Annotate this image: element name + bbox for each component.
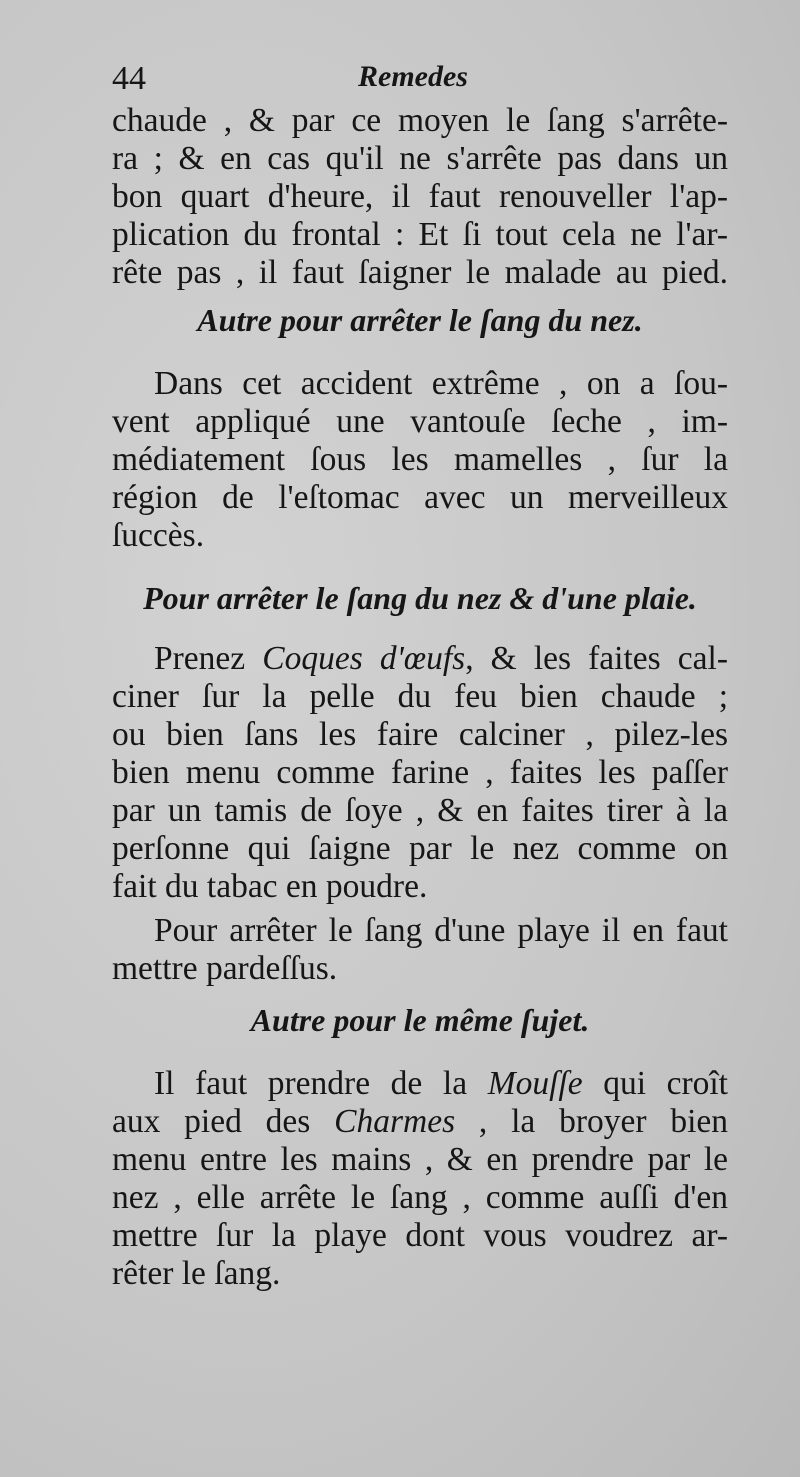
text-line: médiatement ſous les mamelles , ſur la [112, 441, 728, 478]
text-line: ou bien ſans les faire calciner , pilez-les [112, 716, 728, 753]
text-line: vent appliqué une vantouſe ſeche , im- [112, 403, 728, 440]
text-line [112, 640, 728, 678]
section-heading: Autre pour le même ſujet. [250, 1002, 590, 1038]
text-line: plication du frontal : Et ſi tout cela ne l'ar- [112, 216, 728, 253]
text-line: mettre ſur la playe dont vous voudrez ar- [112, 1217, 728, 1254]
italic-term: Mouſſe [487, 1065, 583, 1102]
page-header [112, 60, 732, 104]
text-line: bien menu comme farine , faites les paſſer [112, 754, 728, 791]
text-line: mettre pardeſſus. [112, 950, 338, 987]
text-line: ſuccès. [112, 517, 205, 554]
text-line: région de l'eſtomac avec un merveilleux [112, 479, 728, 516]
text-line [112, 1065, 728, 1103]
text-line: rête pas , il faut ſaigner le malade au pied. [112, 254, 728, 291]
text-line: chaude , & par ce moyen le ſang s'arrête- [112, 102, 728, 139]
paragraph-5 [112, 1065, 728, 1293]
text-line: par un tamis de ſoye , & en faites tirer à la [112, 792, 728, 829]
paragraph-1 [112, 102, 728, 292]
text-run: , & les faites cal- [465, 640, 728, 677]
text-line: bon quart d'heure, il faut renouveller l'ap- [112, 178, 728, 215]
text-line: perſonne qui ſaigne par le nez comme on [112, 830, 728, 867]
page-number: 44 [112, 60, 146, 97]
text-line: nez , elle arrête le ſang , comme auſſi d'en [112, 1179, 728, 1216]
text-run: , la broyer bien [455, 1103, 728, 1140]
text-run: Il faut prendre de la [154, 1065, 488, 1102]
text-line: menu entre les mains , & en prendre par le [112, 1141, 728, 1178]
paragraph-3 [112, 640, 728, 906]
text-line [112, 1103, 728, 1141]
text-line: ra ; & en cas qu'il ne s'arrête pas dans un [112, 140, 728, 177]
text-run: aux pied des [112, 1103, 335, 1140]
italic-term: Charmes [334, 1103, 456, 1140]
section-heading: Pour arrêter le ſang du nez & d'une plaie. [143, 580, 697, 616]
section-heading: Autre pour arrêter le ſang du nez. [197, 302, 643, 338]
paragraph-2 [112, 365, 728, 555]
text-run: Prenez [154, 640, 263, 677]
text-line: rêter le ſang. [112, 1255, 281, 1292]
text-line: Pour arrêter le ſang d'une playe il en faut [154, 912, 728, 949]
text-line: Dans cet accident extrême , on a ſou- [154, 365, 728, 402]
italic-term: Coques d'œufs [262, 640, 466, 677]
text-line: ciner ſur la pelle du feu bien chaude ; [112, 678, 728, 715]
text-run: qui croît [582, 1065, 728, 1102]
text-line: fait du tabac en poudre. [112, 868, 428, 905]
paragraph-4 [112, 912, 728, 988]
running-title: Remedes [358, 60, 468, 93]
